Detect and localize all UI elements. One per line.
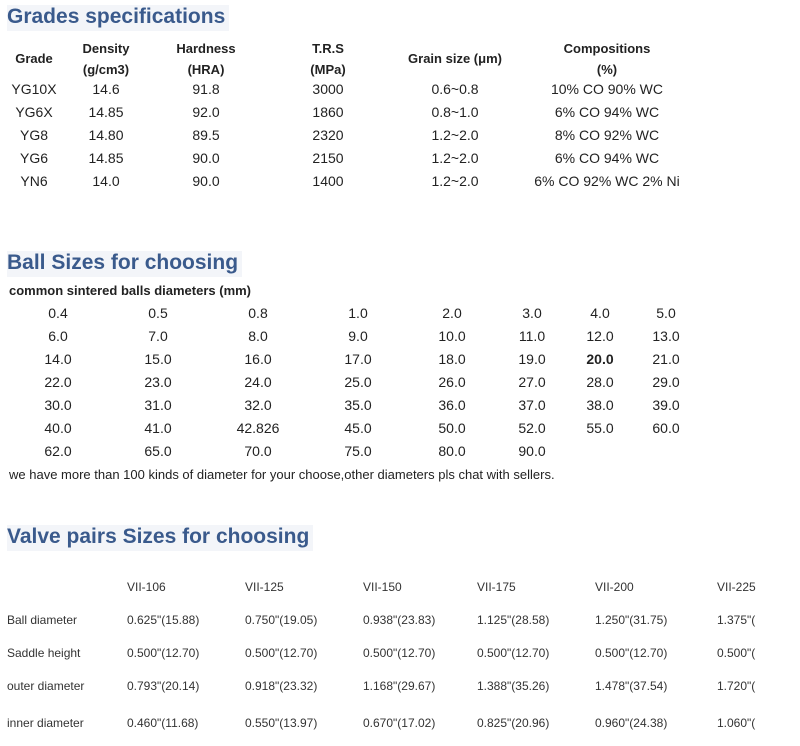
- valve-cell: 1.375"(: [717, 613, 756, 627]
- grades-cell: 0.6~0.8: [431, 81, 479, 97]
- balls-section-title: Ball Sizes for choosing: [7, 251, 242, 277]
- valve-cell: 0.938"(23.83): [363, 613, 436, 627]
- grades-header-unit: (%): [596, 62, 618, 77]
- ball-diameter: 52.0: [518, 420, 546, 436]
- ball-diameter: 0.8: [248, 305, 268, 321]
- grades-cell: 14.80: [88, 127, 124, 143]
- grades-cell: 14.0: [92, 173, 120, 189]
- grades-header-cell: Grain size (μm): [408, 51, 502, 66]
- ball-diameter: 0.4: [48, 305, 68, 321]
- grades-cell: 89.5: [192, 127, 220, 143]
- grades-cell: 90.0: [192, 150, 220, 166]
- ball-diameter: 20.0: [586, 351, 614, 367]
- grades-header-cell: Hardness: [176, 41, 236, 56]
- valve-cell: 0.793"(20.14): [127, 679, 200, 693]
- ball-diameter: 35.0: [344, 397, 372, 413]
- ball-diameter: 65.0: [144, 443, 172, 459]
- valve-cell: 0.500"(12.70): [363, 646, 436, 660]
- valve-column-header: VII-225: [717, 580, 756, 594]
- grades-cell: 14.85: [88, 104, 124, 120]
- ball-diameter: 21.0: [652, 351, 680, 367]
- ball-diameter: 10.0: [438, 328, 466, 344]
- ball-diameter: 7.0: [148, 328, 168, 344]
- valve-cell: 0.500"(12.70): [595, 646, 668, 660]
- ball-diameter: 15.0: [144, 351, 172, 367]
- valve-cell: 1.168"(29.67): [363, 679, 436, 693]
- grades-header-cell: Compositions: [563, 41, 651, 56]
- valve-column-header: VII-200: [595, 580, 634, 594]
- grades-cell: 2320: [312, 127, 344, 143]
- valve-cell: 0.500"(12.70): [245, 646, 318, 660]
- grades-cell: 2150: [312, 150, 344, 166]
- valve-row-label: inner diameter: [7, 716, 84, 730]
- ball-diameter: 2.0: [442, 305, 462, 321]
- ball-diameter: 4.0: [590, 305, 610, 321]
- valve-column-header: VII-175: [477, 580, 516, 594]
- ball-diameter: 9.0: [348, 328, 368, 344]
- ball-diameter: 1.0: [348, 305, 368, 321]
- valve-cell: 0.825"(20.96): [477, 716, 550, 730]
- valve-cell: 1.060"(: [717, 716, 756, 730]
- ball-diameter: 40.0: [44, 420, 72, 436]
- grades-cell: YG6: [19, 150, 48, 166]
- valve-cell: 0.918"(23.32): [245, 679, 318, 693]
- ball-diameter: 12.0: [586, 328, 614, 344]
- valve-cell: 0.500"(12.70): [477, 646, 550, 660]
- grades-cell: 3000: [312, 81, 344, 97]
- grades-cell: 1.2~2.0: [431, 127, 479, 143]
- valve-cell: 0.960"(24.38): [595, 716, 668, 730]
- valve-column-header: VII-125: [245, 580, 284, 594]
- ball-diameter: 27.0: [518, 374, 546, 390]
- grades-header-unit: (HRA): [187, 62, 225, 77]
- valve-cell: 0.460"(11.68): [127, 716, 199, 730]
- ball-diameter: 5.0: [656, 305, 676, 321]
- valve-cell: 0.670"(17.02): [363, 716, 436, 730]
- grades-cell: YN6: [20, 173, 48, 189]
- ball-diameter: 31.0: [144, 397, 172, 413]
- ball-diameter: 41.0: [144, 420, 172, 436]
- ball-diameter: 18.0: [438, 351, 466, 367]
- ball-diameter: 80.0: [438, 443, 466, 459]
- valve-cell: 0.500"(12.70): [127, 646, 200, 660]
- ball-diameter: 90.0: [518, 443, 546, 459]
- valve-column-header: VII-150: [363, 580, 402, 594]
- valve-cell: 1.125"(28.58): [477, 613, 550, 627]
- grades-cell: YG10X: [11, 81, 57, 97]
- grades-cell: YG6X: [15, 104, 53, 120]
- ball-diameter: 19.0: [518, 351, 546, 367]
- grades-cell: 10% CO 90% WC: [550, 81, 664, 97]
- grades-cell: 1400: [312, 173, 344, 189]
- ball-diameter: 75.0: [344, 443, 372, 459]
- valve-column-header: VII-106: [127, 580, 166, 594]
- ball-diameter: 14.0: [44, 351, 72, 367]
- valve-cell: 0.625"(15.88): [127, 613, 200, 627]
- ball-diameter: 8.0: [248, 328, 268, 344]
- valve-cell: 1.250"(31.75): [595, 613, 668, 627]
- ball-diameter: 3.0: [522, 305, 542, 321]
- grades-header-cell: Grade: [15, 51, 53, 66]
- valve-cell: 0.550"(13.97): [245, 716, 318, 730]
- grades-cell: 0.8~1.0: [431, 104, 479, 120]
- balls-caption: common sintered balls diameters (mm): [9, 283, 252, 298]
- grades-cell: 90.0: [192, 173, 220, 189]
- ball-diameter: 29.0: [652, 374, 680, 390]
- grades-cell: 1.2~2.0: [431, 173, 479, 189]
- grades-cell: 92.0: [192, 104, 220, 120]
- grades-cell: 6% CO 94% WC: [554, 104, 660, 120]
- grades-cell: 14.85: [88, 150, 124, 166]
- ball-diameter: 32.0: [244, 397, 272, 413]
- ball-diameter: 45.0: [344, 420, 372, 436]
- valve-cell: 1.388"(35.26): [477, 679, 550, 693]
- grades-header-unit: (MPa): [310, 62, 346, 77]
- ball-diameter: 26.0: [438, 374, 466, 390]
- ball-diameter: 62.0: [44, 443, 72, 459]
- ball-diameter: 22.0: [44, 374, 72, 390]
- valve-row-label: Ball diameter: [7, 613, 78, 627]
- ball-diameter: 50.0: [438, 420, 466, 436]
- grades-cell: 8% CO 92% WC: [554, 127, 660, 143]
- grades-cell: 6% CO 94% WC: [554, 150, 660, 166]
- ball-diameter: 23.0: [144, 374, 172, 390]
- grades-header-cell: T.R.S: [312, 41, 344, 56]
- ball-diameter: 36.0: [438, 397, 466, 413]
- valve-row-label: Saddle height: [7, 646, 81, 660]
- grades-cell: 91.8: [192, 81, 220, 97]
- ball-diameter: 30.0: [44, 397, 72, 413]
- grades-header-cell: Density: [82, 41, 130, 56]
- valve-cell: 0.750"(19.05): [245, 613, 318, 627]
- ball-diameter: 37.0: [518, 397, 546, 413]
- grades-cell: 1.2~2.0: [431, 150, 479, 166]
- valve-cell: 0.500"(: [717, 646, 756, 660]
- ball-diameter: 39.0: [652, 397, 680, 413]
- ball-diameter: 13.0: [652, 328, 680, 344]
- grades-cell: 6% CO 92% WC 2% Ni: [534, 173, 680, 189]
- ball-diameter: 42.826: [236, 420, 280, 436]
- ball-diameter: 17.0: [344, 351, 372, 367]
- ball-diameter: 6.0: [48, 328, 68, 344]
- ball-diameter: 16.0: [244, 351, 272, 367]
- valve-row-label: outer diameter: [7, 679, 85, 693]
- grades-cell: YG8: [19, 127, 48, 143]
- balls-note: we have more than 100 kinds of diameter for your choose,other diameters pls chat with sellers.: [9, 467, 555, 482]
- ball-diameter: 24.0: [244, 374, 272, 390]
- valves-section-title: Valve pairs Sizes for choosing: [7, 525, 313, 551]
- valve-cell: 1.478"(37.54): [595, 679, 668, 693]
- ball-diameter: 11.0: [518, 328, 546, 344]
- ball-diameter: 70.0: [244, 443, 272, 459]
- valve-cell: 1.720"(: [717, 679, 756, 693]
- grades-header-unit: (g/cm3): [82, 62, 130, 77]
- grades-cell: 1860: [312, 104, 344, 120]
- ball-diameter: 55.0: [586, 420, 614, 436]
- ball-diameter: 0.5: [148, 305, 168, 321]
- ball-diameter: 38.0: [586, 397, 614, 413]
- grades-cell: 14.6: [92, 81, 120, 97]
- ball-diameter: 25.0: [344, 374, 372, 390]
- ball-diameter: 60.0: [652, 420, 680, 436]
- grades-section-title: Grades specifications: [7, 5, 229, 31]
- ball-diameter: 28.0: [586, 374, 614, 390]
